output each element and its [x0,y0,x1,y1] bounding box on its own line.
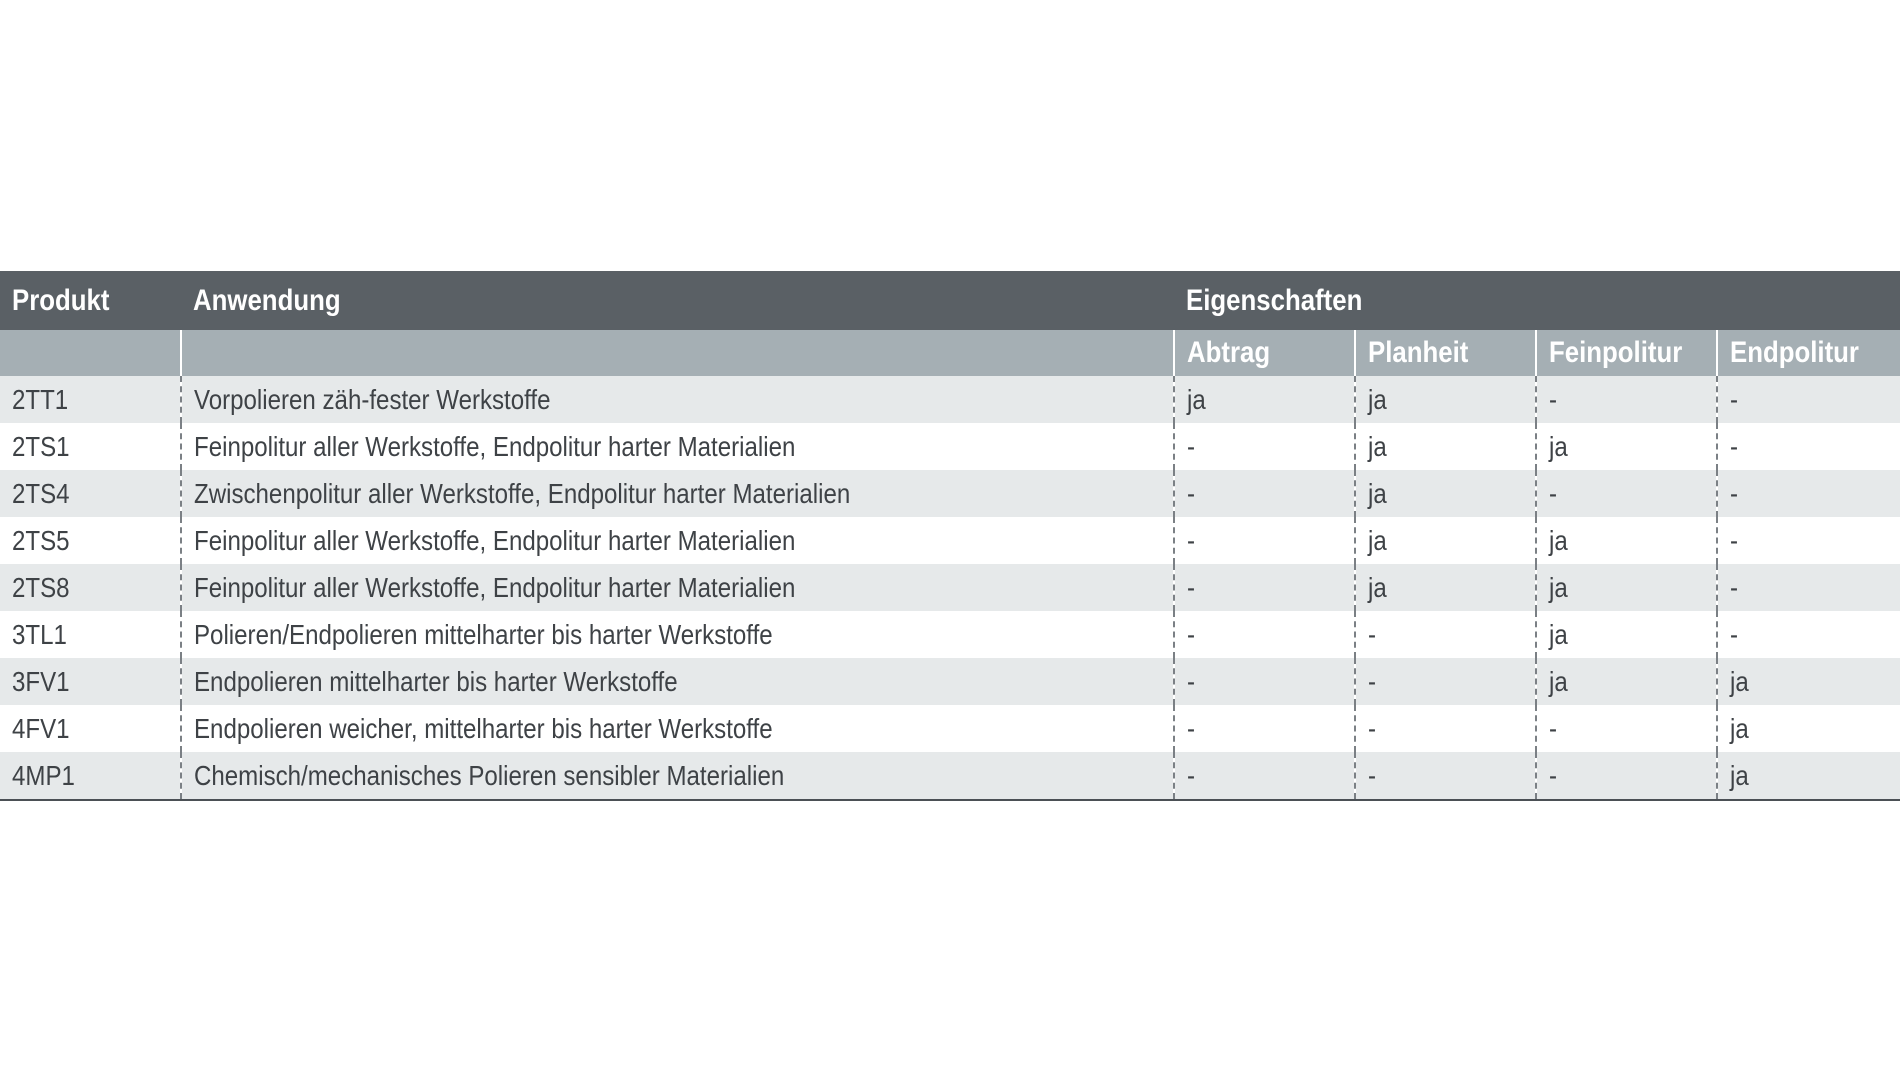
header-eigenschaften [1174,271,1900,330]
cell-produkt [0,423,181,470]
cell-produkt [0,376,181,423]
table-row [0,705,1900,752]
cell-feinpolitur [1536,611,1717,658]
cell-feinpolitur [1536,376,1717,423]
cell-feinpolitur-text: - [1549,759,1558,791]
cell-produkt [0,611,181,658]
cell-planheit-text: ja [1368,430,1387,462]
cell-feinpolitur [1536,752,1717,800]
cell-endpolitur [1717,376,1900,423]
cell-planheit [1355,517,1536,564]
product-table [0,271,1900,801]
cell-anwendung-text: Zwischenpolitur aller Werkstoffe, Endpolitur harter Materialien [194,477,851,509]
cell-planheit-text: - [1368,759,1377,791]
cell-produkt-text: 2TS8 [12,571,70,603]
cell-abtrag-text: - [1187,618,1196,650]
table-row [0,611,1900,658]
cell-planheit [1355,752,1536,800]
cell-anwendung [181,517,1174,564]
header-eigenschaften-label: Eigenschaften [1186,283,1363,317]
subheader-empty-anwendung [181,330,1174,376]
cell-endpolitur [1717,752,1900,800]
cell-abtrag-text: - [1187,571,1196,603]
subheader-empty-produkt [0,330,181,376]
cell-endpolitur-text: - [1730,524,1739,556]
table-row [0,752,1900,800]
cell-anwendung [181,752,1174,800]
cell-abtrag-text: - [1187,665,1196,697]
subheader-feinpolitur [1536,330,1717,376]
cell-produkt [0,752,181,800]
cell-planheit-text: ja [1368,524,1387,556]
cell-endpolitur-text: - [1730,430,1739,462]
subheader-abtrag [1174,330,1355,376]
cell-planheit [1355,423,1536,470]
cell-produkt-text: 4MP1 [12,759,75,791]
cell-endpolitur-text: - [1730,618,1739,650]
table-body [0,376,1900,800]
subheader-abtrag-label: Abtrag [1187,336,1271,369]
cell-produkt-text: 3TL1 [12,618,67,650]
cell-feinpolitur-text: - [1549,477,1558,509]
cell-abtrag [1174,752,1355,800]
table-row [0,517,1900,564]
cell-anwendung [181,611,1174,658]
cell-endpolitur [1717,611,1900,658]
cell-anwendung-text: Endpolieren mittelharter bis harter Werkstoffe [194,665,678,697]
cell-abtrag [1174,564,1355,611]
cell-planheit-text: - [1368,618,1377,650]
product-table-container [0,271,1900,801]
subheader-feinpolitur-label: Feinpolitur [1549,336,1683,369]
cell-anwendung-text: Polieren/Endpolieren mittelharter bis harter Werkstoffe [194,618,773,650]
cell-produkt [0,470,181,517]
cell-feinpolitur-text: ja [1549,430,1568,462]
header-produkt [0,271,181,330]
cell-feinpolitur-text: - [1549,712,1558,744]
cell-endpolitur-text: ja [1730,712,1749,744]
cell-anwendung [181,470,1174,517]
cell-anwendung [181,376,1174,423]
subheader-endpolitur-label: Endpolitur [1730,336,1859,369]
cell-planheit-text: - [1368,665,1377,697]
cell-endpolitur [1717,423,1900,470]
cell-endpolitur [1717,517,1900,564]
table-row [0,376,1900,423]
cell-feinpolitur [1536,658,1717,705]
cell-abtrag [1174,658,1355,705]
cell-endpolitur [1717,470,1900,517]
table-row [0,564,1900,611]
cell-planheit [1355,564,1536,611]
cell-abtrag [1174,376,1355,423]
cell-endpolitur-text: ja [1730,759,1749,791]
cell-anwendung-text: Feinpolitur aller Werkstoffe, Endpolitur harter Materialien [194,430,796,462]
cell-anwendung-text: Feinpolitur aller Werkstoffe, Endpolitur harter Materialien [194,571,796,603]
header-anwendung-label: Anwendung [193,283,341,317]
cell-planheit [1355,470,1536,517]
cell-abtrag-text: ja [1187,383,1206,415]
cell-endpolitur-text: - [1730,383,1739,415]
cell-planheit [1355,705,1536,752]
table-row [0,470,1900,517]
cell-endpolitur [1717,658,1900,705]
cell-planheit [1355,376,1536,423]
cell-abtrag [1174,423,1355,470]
cell-produkt [0,517,181,564]
cell-planheit-text: ja [1368,571,1387,603]
cell-endpolitur-text: - [1730,571,1739,603]
header-anwendung [181,271,1174,330]
cell-endpolitur [1717,564,1900,611]
cell-anwendung-text: Feinpolitur aller Werkstoffe, Endpolitur harter Materialien [194,524,796,556]
cell-produkt-text: 2TS1 [12,430,70,462]
cell-abtrag-text: - [1187,477,1196,509]
cell-feinpolitur [1536,470,1717,517]
cell-produkt [0,564,181,611]
cell-feinpolitur-text: ja [1549,571,1568,603]
cell-feinpolitur-text: ja [1549,618,1568,650]
cell-anwendung [181,564,1174,611]
table-row [0,658,1900,705]
cell-feinpolitur [1536,517,1717,564]
cell-endpolitur-text: ja [1730,665,1749,697]
cell-planheit-text: ja [1368,477,1387,509]
cell-anwendung-text: Chemisch/mechanisches Polieren sensibler Materialien [194,759,785,791]
table-header [0,271,1900,376]
cell-anwendung-text: Vorpolieren zäh-fester Werkstoffe [194,383,551,415]
cell-abtrag [1174,705,1355,752]
cell-planheit-text: ja [1368,383,1387,415]
cell-abtrag [1174,611,1355,658]
cell-anwendung-text: Endpolieren weicher, mittelharter bis harter Werkstoffe [194,712,773,744]
cell-feinpolitur [1536,564,1717,611]
cell-feinpolitur-text: ja [1549,665,1568,697]
cell-planheit [1355,611,1536,658]
cell-feinpolitur-text: ja [1549,524,1568,556]
cell-produkt [0,658,181,705]
cell-produkt-text: 2TT1 [12,383,69,415]
cell-anwendung [181,705,1174,752]
cell-planheit [1355,658,1536,705]
cell-anwendung [181,423,1174,470]
cell-endpolitur-text: - [1730,477,1739,509]
table-row [0,423,1900,470]
header-produkt-label: Produkt [12,283,110,317]
cell-produkt [0,705,181,752]
cell-feinpolitur-text: - [1549,383,1558,415]
cell-produkt-text: 3FV1 [12,665,70,697]
cell-feinpolitur [1536,705,1717,752]
cell-anwendung [181,658,1174,705]
cell-abtrag-text: - [1187,430,1196,462]
cell-abtrag-text: - [1187,712,1196,744]
cell-endpolitur [1717,705,1900,752]
subheader-planheit [1355,330,1536,376]
cell-produkt-text: 4FV1 [12,712,70,744]
cell-abtrag-text: - [1187,759,1196,791]
cell-produkt-text: 2TS4 [12,477,70,509]
cell-abtrag [1174,517,1355,564]
subheader-endpolitur [1717,330,1900,376]
header-row-sub [0,330,1900,376]
cell-feinpolitur [1536,423,1717,470]
cell-planheit-text: - [1368,712,1377,744]
cell-abtrag-text: - [1187,524,1196,556]
cell-produkt-text: 2TS5 [12,524,70,556]
subheader-planheit-label: Planheit [1368,336,1469,369]
cell-abtrag [1174,470,1355,517]
header-row-main [0,271,1900,330]
